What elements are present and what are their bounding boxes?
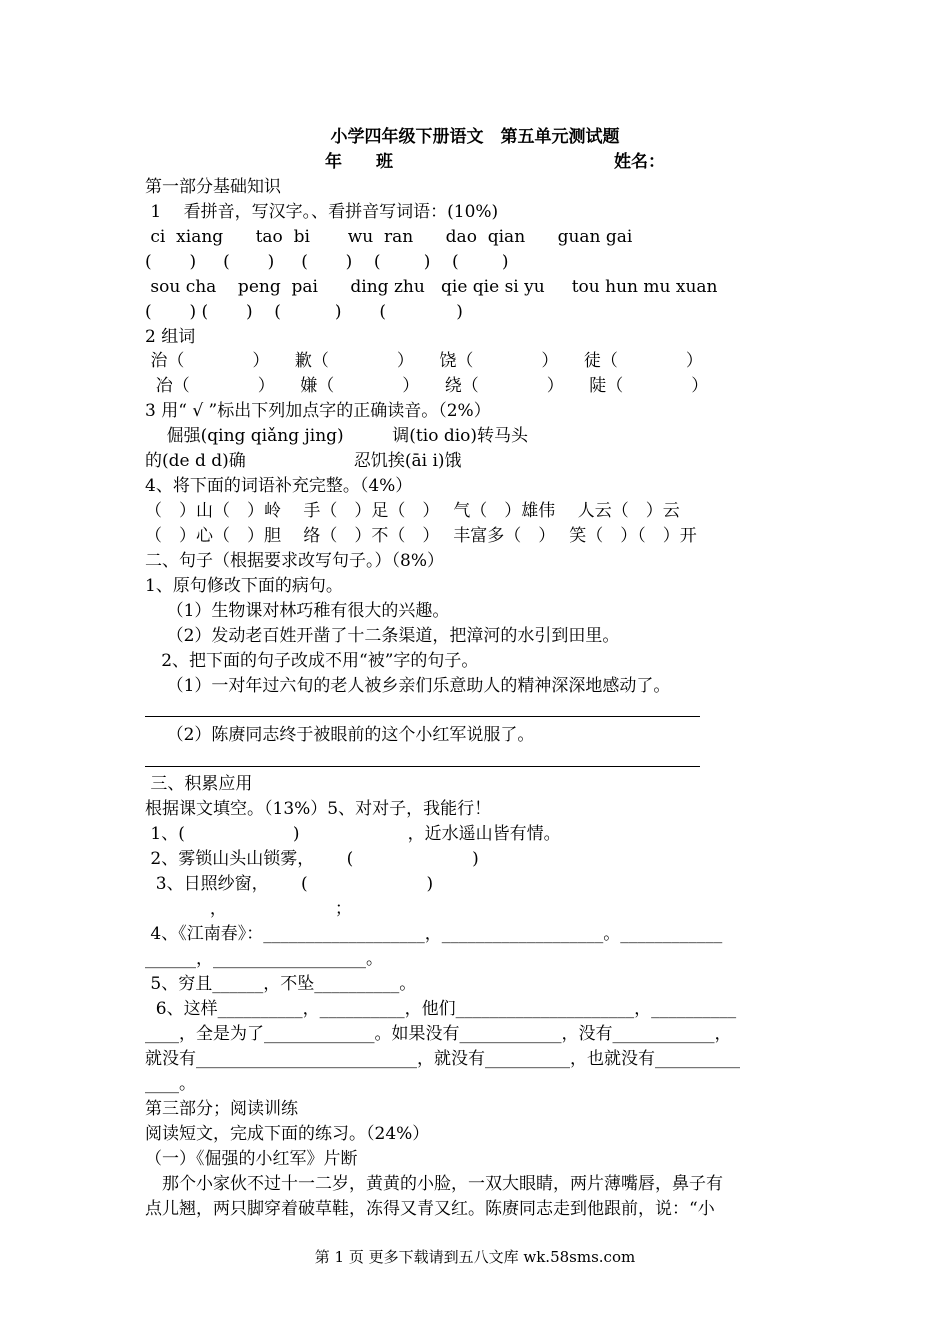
pinyin-row-1: ci xiang tao bi wu ran dao qian guan gai — [145, 227, 633, 247]
fill-in-6-line-2: ____，全是为了_____________。如果没有____________，没有____________， — [145, 1024, 732, 1044]
word-group-row-1: 治（ ） 歉（ ） 饶（ ） 徒（ ） — [145, 351, 703, 371]
section-one-heading: 第一部分基础知识 — [145, 177, 281, 197]
fill-in-4: 4、《江南春》：___________________，___________________。____________ — [145, 924, 723, 944]
fill-in-prompt: 根据课文填空。（13%）5、对对子，我能行！ — [145, 799, 492, 819]
fill-in-6: 6、这样__________，__________，他们_____________________，__________ — [145, 999, 737, 1019]
idiom-row-2: （ ）心（ ）胆 络（ ）不（ ） 丰富多（ ） 笑（ ）（ ）开 — [145, 526, 697, 546]
section-three-heading: 三、积累应用 — [145, 774, 253, 794]
word-group-row-2: 冶（ ） 嫌（ ） 绕（ ） 陡（ ） — [145, 376, 709, 396]
sentence-2-2: （2）陈赓同志终于被眼前的这个小红军说服了。 — [145, 725, 535, 745]
reading-passage-line-2: 点儿翘，两只脚穿着破草鞋，冻得又青又红。陈赓同志走到他跟前，说：“小 — [145, 1199, 715, 1219]
sentence-task-1: 1、原句修改下面的病句。 — [145, 576, 343, 596]
section-two-heading: 二、句子（根据要求改写句子。）（8%） — [145, 551, 444, 571]
page-footer: 第 1 页 更多下载请到五八文库 wk.58sms.com — [314, 1248, 636, 1266]
document-title: 小学四年级下册语文 第五单元测试题 — [330, 127, 620, 147]
sentence-2-1: （1）一对年过六旬的老人被乡亲们乐意助人的精神深深地感动了。 — [145, 676, 671, 696]
pronunciation-row-1: 倔强(qing qiǎng jing) 调(tio dio)转马头 — [145, 426, 529, 446]
question-4-prompt: 4、将下面的词语补充完整。（4%） — [145, 476, 413, 496]
fill-in-6-line-4: ____。 — [145, 1074, 196, 1094]
idiom-row-1: （ ）山（ ）岭 手（ ）足（ ） 气（ ）雄伟 人云（ ）云 — [145, 501, 680, 521]
answer-line[interactable] — [145, 716, 700, 717]
fill-in-6-line-3: 就没有__________________________，就没有__________，也就没有__________ — [145, 1049, 740, 1069]
question-3-prompt: 3 用“ √ ”标出下列加点字的正确读音。（2%） — [145, 401, 491, 421]
reading-passage-line-1: 那个小家伙不过十一二岁，黄黄的小脸，一双大眼睛，两片薄嘴唇，鼻子有 — [145, 1174, 723, 1194]
pronunciation-row-2: 的(de d d)确 忍饥挨(āi i)饿 — [145, 451, 462, 471]
answer-blanks-row-2: ( ) ( ) ( ) ( ) — [145, 302, 463, 322]
pinyin-row-2: sou cha peng pai ding zhu qie qie si yu tou hun mu xuan — [145, 277, 718, 297]
section-three-part-heading: 第三部分；阅读训练 — [145, 1099, 298, 1119]
fill-in-1: 1、( ) ，近水遥山皆有情。 — [145, 824, 561, 844]
fill-in-2: 2、雾锁山头山锁雾， ( ) — [145, 849, 479, 869]
answer-line[interactable] — [145, 766, 700, 767]
question-2-heading: 2 组词 — [145, 327, 196, 347]
class-name-line: 年 班 姓名： — [325, 152, 665, 172]
sentence-1-2: （2）发动老百姓开凿了十二条渠道，把漳河的水引到田里。 — [145, 626, 620, 646]
question-1-prompt: 1 看拼音，写汉字。、看拼音写词语：(10%) — [145, 202, 499, 222]
answer-blanks-row-1: ( ) ( ) ( ) ( ) ( ) — [145, 252, 509, 272]
sentence-task-2: 2、把下面的句子改成不用“被”字的句子。 — [145, 651, 479, 671]
reading-passage-title: （一）《倔强的小红军》片断 — [145, 1149, 358, 1169]
fill-in-4-continued: ______，__________________。 — [145, 949, 383, 969]
reading-prompt: 阅读短文，完成下面的练习。（24%） — [145, 1124, 430, 1144]
fill-in-5: 5、穷且______，不坠__________。 — [145, 974, 417, 994]
sentence-1-1: （1）生物课对林巧稚有很大的兴趣。 — [145, 601, 450, 621]
fill-in-3-continued: ， ； — [145, 899, 352, 919]
fill-in-3: 3、日照纱窗， ( ) — [145, 874, 434, 894]
